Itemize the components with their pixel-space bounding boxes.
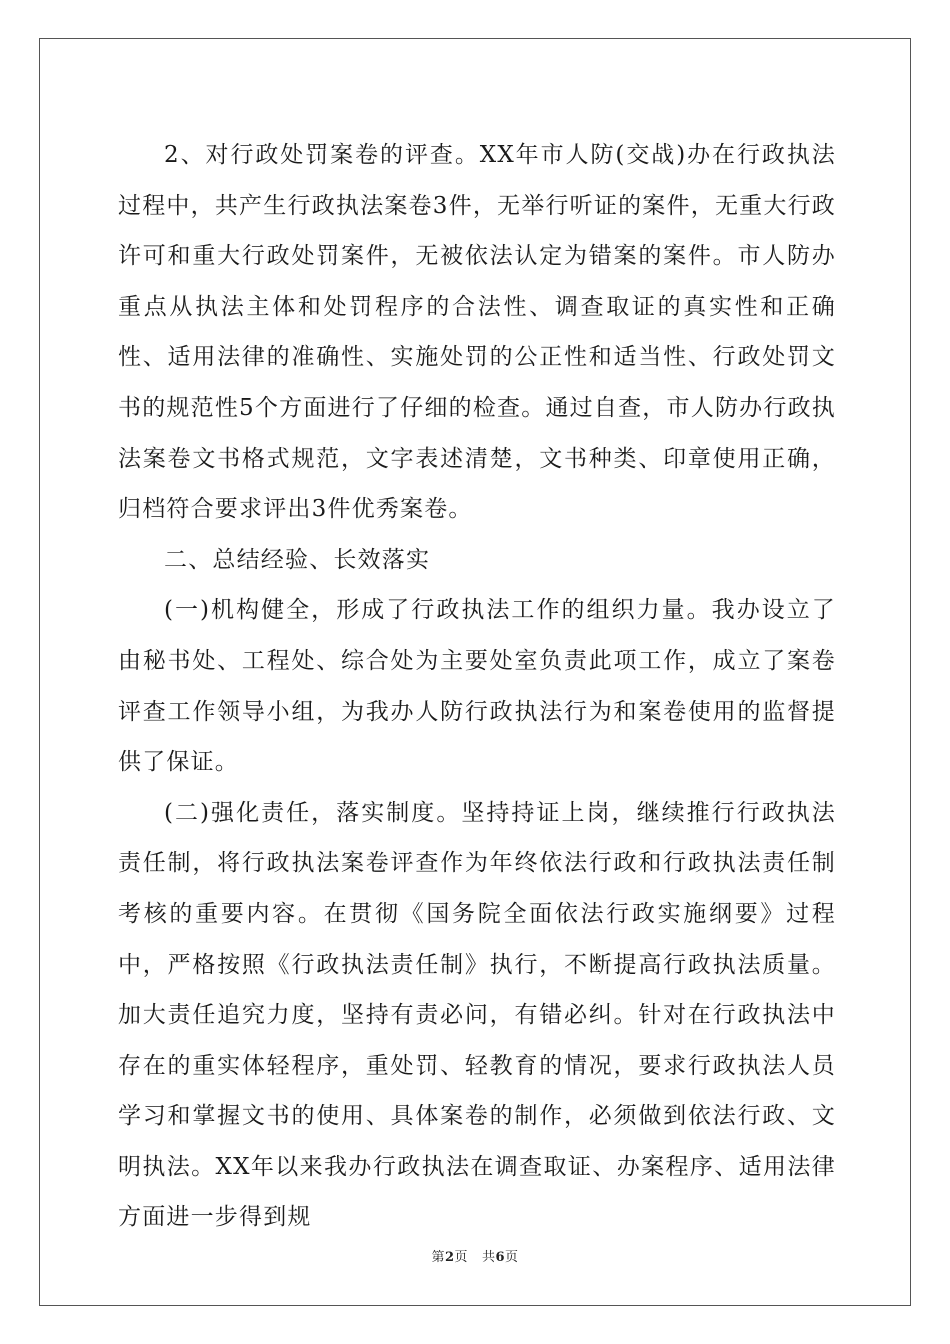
page-current: 2: [444, 1250, 455, 1265]
page-total: 6: [495, 1250, 506, 1265]
section-heading-summary: 二、总结经验、长效落实: [164, 546, 431, 573]
document-body: [118, 130, 836, 1243]
paragraph-case-review: 2、对行政处罚案卷的评查。XX年市人防(交战)办在行政执法过程中，共产生行政执法案卷3件，无举行听证的案件，无重大行政许可和重大行政处罚案件，无被依法认定为错案的案件。市人防办重点从执法主体和处罚程序的合法性、调查取证的真实性和正确性、适用法律的准确性、实施处罚的公正性和适当性、行政处罚文书的规范性5个方面进行了仔细的检查。通过自查，市人防办行政执法案卷文书格式规范，文字表述清楚，文书种类、印章使用正确，归档符合要求评出3件优秀案卷。: [118, 142, 836, 523]
total-suffix: 页: [505, 1250, 519, 1265]
page-number-footer: [0, 1246, 950, 1265]
paragraph-responsibility: (二)强化责任，落实制度。坚持持证上岗，继续推行行政执法责任制，将行政执法案卷评查作为年终依法行政和行政执法责任制考核的重要内容。在贯彻《国务院全面依法行政实施纲要》过程中，严格按照《行政执法责任制》执行，不断提高行政执法质量。加大责任追究力度，坚持有责必问，有错必纠。针对在行政执法中存在的重实体轻程序，重处罚、轻教育的情况，要求行政执法人员学习和掌握文书的使用、具体案卷的制作，必须做到依法行政、文明执法。XX年以来我办行政执法在调查取证、办案程序、适用法律方面进一步得到规: [118, 799, 836, 1231]
page-prefix: 第: [431, 1250, 445, 1265]
paragraph-organization: (一)机构健全，形成了行政执法工作的组织力量。我办设立了由秘书处、工程处、综合处为主要处室负责此项工作，成立了案卷评查工作领导小组，为我办人防行政执法行为和案卷使用的监督提供了保证。: [118, 597, 836, 776]
total-prefix: 共: [481, 1250, 496, 1265]
page-suffix: 页: [454, 1250, 469, 1265]
